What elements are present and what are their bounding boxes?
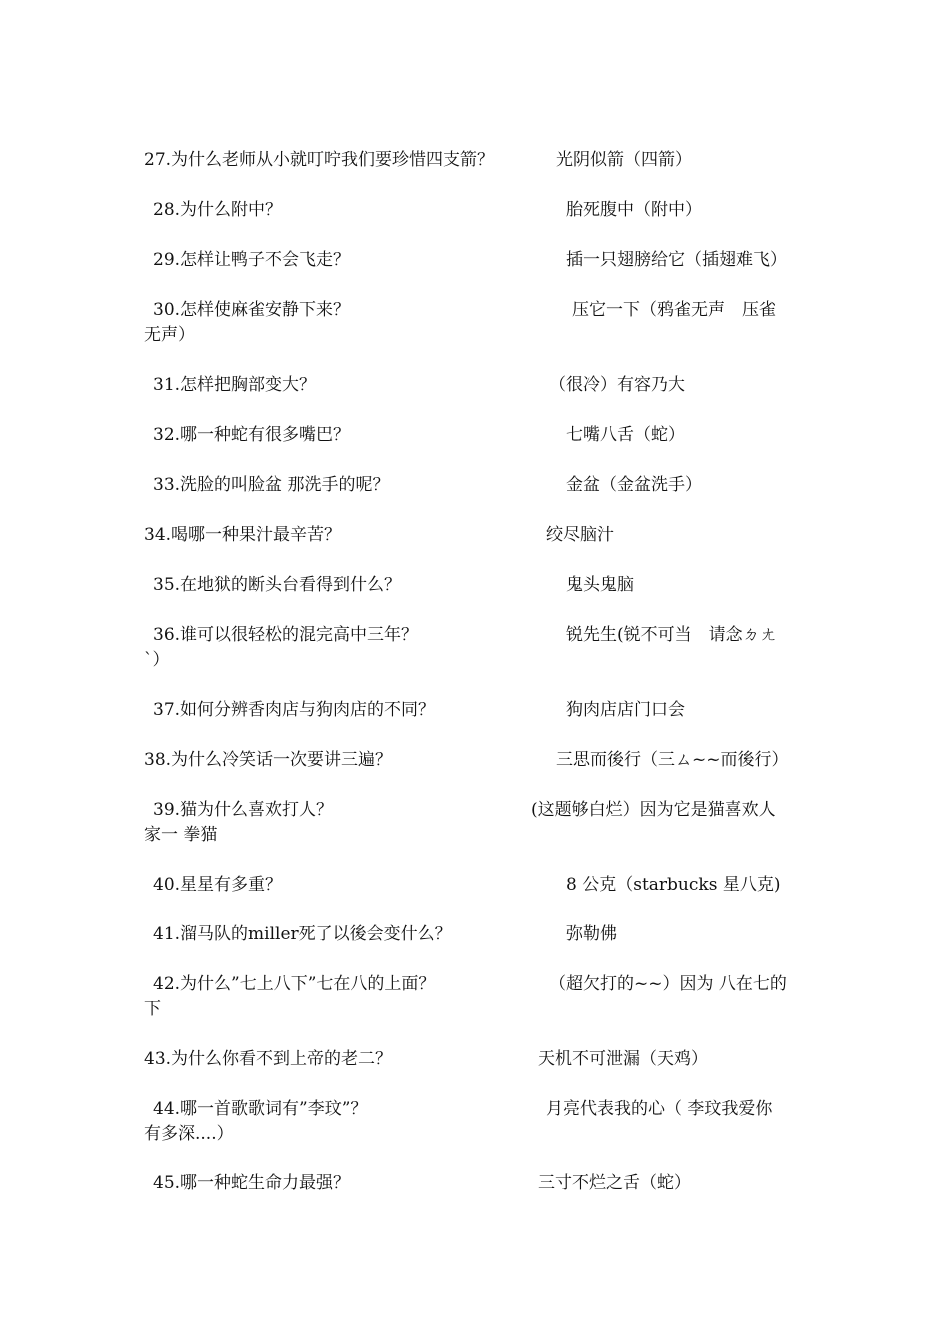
riddle-item-42 [0,972,950,1022]
riddle-question: 42.为什么”七上八下”七在八的上面？ [153,974,436,994]
riddle-question: 31.怎样把胸部变大？ [153,375,317,395]
riddle-answer: 三思而後行（三ㄙ~~而後行） [556,750,789,770]
riddle-answer: 压它一下（鸦雀无声 压雀 [572,300,776,320]
riddle-answer-continuation: 下 [144,999,161,1019]
riddle-answer: 胎死腹中（附中） [566,200,702,220]
riddle-item-39 [0,798,950,848]
riddle-answer-continuation: 无声） [144,325,195,345]
riddle-item-35 [0,573,950,623]
riddle-answer-continuation: 家一 拳猫 [144,825,218,845]
riddle-question: 40.星星有多重？ [153,875,283,895]
riddle-question: 43.为什么你看不到上帝的老二？ [144,1049,393,1069]
riddle-item-41 [0,922,950,972]
riddle-item-40 [0,873,950,923]
riddle-question: 33.洗脸的叫脸盆 那洗手的呢？ [153,475,390,495]
riddle-answer: 天机不可泄漏（天鸡） [538,1049,708,1069]
riddle-item-28 [0,198,950,248]
riddle-question: 36.谁可以很轻松的混完高中三年？ [153,625,419,645]
riddle-answer: (这题够白烂）因为它是猫喜欢人 [531,800,776,820]
riddle-item-29 [0,248,950,298]
riddle-answer: 鬼头鬼脑 [566,575,634,595]
riddle-question: 29.怎样让鸭子不会飞走？ [153,250,351,270]
riddle-item-37 [0,698,950,748]
riddle-answer: 月亮代表我的心（ 李玟我爱你 [546,1099,773,1119]
riddle-answer: 锐先生(锐不可当 请念ㄉㄤ [566,625,777,645]
riddle-item-34 [0,523,950,573]
riddle-answer-continuation: 有多深....） [144,1124,234,1144]
riddle-answer: 8 公克（starbucks 星八克) [566,875,781,895]
riddle-item-27 [0,148,950,198]
riddle-item-44 [0,1097,950,1147]
riddle-answer: 七嘴八舌（蛇） [566,425,685,445]
riddle-question: 41.溜马队的miller死了以後会变什么？ [153,924,452,944]
riddle-answer: 弥勒佛 [566,924,617,944]
riddle-question: 37.如何分辨香肉店与狗肉店的不同？ [153,700,436,720]
riddle-question: 45.哪一种蛇生命力最强？ [153,1173,351,1193]
riddle-question: 38.为什么冷笑话一次要讲三遍？ [144,750,393,770]
riddle-answer: 绞尽脑汁 [546,525,614,545]
riddle-question: 39.猫为什么喜欢打人？ [153,800,334,820]
riddle-answer: 光阴似箭（四箭） [556,150,692,170]
riddle-question: 44.哪一首歌歌词有”李玟”？ [153,1099,368,1119]
riddle-answer: 三寸不烂之舌（蛇） [538,1173,691,1193]
riddle-question: 30.怎样使麻雀安静下来？ [153,300,351,320]
riddle-item-32 [0,423,950,473]
riddle-answer: （很冷）有容乃大 [549,375,685,395]
riddle-question: 35.在地狱的断头台看得到什么？ [153,575,402,595]
riddle-question: 34.喝哪一种果汁最辛苦？ [144,525,342,545]
riddle-item-38 [0,748,950,798]
riddle-item-31 [0,373,950,423]
riddle-item-36 [0,623,950,673]
riddle-answer: 插一只翅膀给它（插翅难飞） [566,250,787,270]
riddle-item-30 [0,298,950,348]
riddle-answer: 金盆（金盆洗手） [566,475,702,495]
riddle-answer: （超欠打的~~）因为 八在七的 [549,974,787,994]
riddle-question: 28.为什么附中？ [153,200,283,220]
riddle-item-33 [0,473,950,523]
riddle-answer-continuation: ˋ） [144,650,170,670]
riddle-item-45 [0,1171,950,1221]
riddle-item-43 [0,1047,950,1097]
riddle-question: 27.为什么老师从小就叮咛我们要珍惜四支箭？ [144,150,495,170]
riddle-answer: 狗肉店店门口会 [566,700,685,720]
riddle-question: 32.哪一种蛇有很多嘴巴？ [153,425,351,445]
